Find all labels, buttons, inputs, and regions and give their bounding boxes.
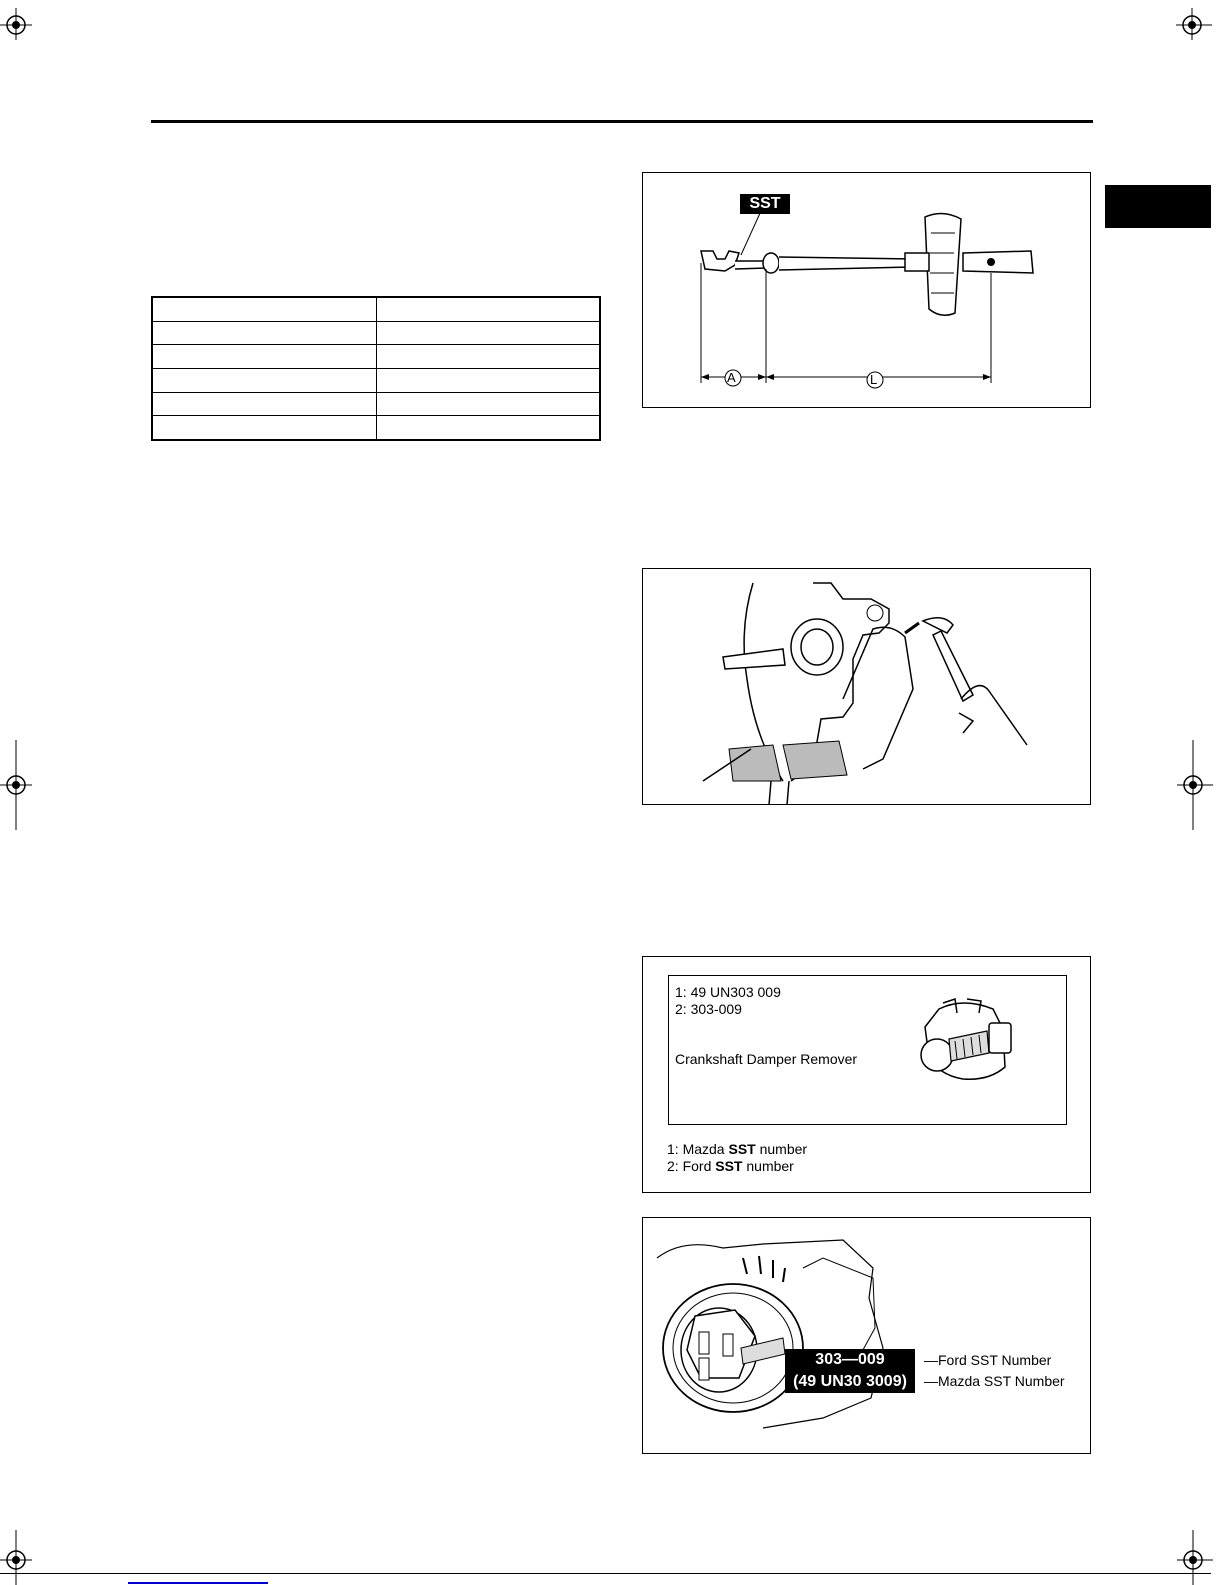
registration-mark-icon	[1175, 740, 1215, 830]
ford-sst-caption: —Ford SST Number	[924, 1352, 1052, 1368]
knuckle-hammer-drawing	[643, 569, 1090, 804]
legend-mazda-sst: SST	[728, 1141, 756, 1157]
torque-wrench-drawing	[643, 173, 1090, 407]
table-row	[152, 368, 600, 392]
mazda-sst-number-label: (49 UN30 3009)	[785, 1371, 915, 1393]
legend-mazda-suffix: number	[755, 1141, 808, 1157]
ford-sst-number: 2: 303-009	[675, 1001, 742, 1017]
table-row	[152, 297, 600, 321]
tool-name: Crankshaft Damper Remover	[675, 1051, 858, 1067]
registration-mark-icon	[0, 1530, 40, 1585]
table-row	[152, 392, 600, 416]
table-cell	[376, 321, 600, 345]
sst-label: SST	[740, 194, 790, 214]
damper-installed-drawing	[643, 1218, 1090, 1453]
table-cell	[152, 392, 376, 416]
ford-sst-number-label: 303—009	[785, 1349, 915, 1371]
table-cell	[152, 297, 376, 321]
legend-ford-sst: SST	[715, 1158, 743, 1174]
registration-mark-icon	[0, 0, 40, 40]
legend-ford	[667, 1158, 794, 1174]
table-cell	[376, 416, 600, 440]
dimension-a-label: A	[727, 370, 736, 385]
table-row	[152, 416, 600, 440]
legend-ford-prefix: 2: Ford	[667, 1158, 716, 1174]
figure-torque-wrench	[642, 172, 1091, 408]
registration-mark-icon	[0, 740, 40, 830]
table-cell	[376, 345, 600, 369]
figure-damper-installed	[642, 1217, 1091, 1454]
registration-mark-icon	[1175, 1530, 1215, 1585]
mazda-sst-number: 1: 49 UN303 009	[675, 984, 781, 1000]
header-rule	[151, 120, 1093, 123]
table-cell	[152, 345, 376, 369]
table-cell	[152, 368, 376, 392]
table-cell	[376, 297, 600, 321]
table-row	[152, 345, 600, 369]
table-row	[152, 321, 600, 345]
figure-knuckle-hammer	[642, 568, 1091, 805]
section-tab	[1105, 185, 1211, 228]
table-cell	[376, 392, 600, 416]
legend-mazda	[667, 1141, 807, 1157]
legend-mazda-prefix: 1: Mazda	[667, 1141, 729, 1157]
table-cell	[152, 321, 376, 345]
spec-table	[151, 296, 601, 441]
figure-sst-card	[642, 956, 1091, 1193]
footer-rule	[0, 1573, 1211, 1574]
dimension-l-label: L	[870, 372, 878, 387]
registration-mark-icon	[1172, 0, 1212, 40]
table-cell	[152, 416, 376, 440]
mazda-sst-caption: —Mazda SST Number	[924, 1373, 1065, 1389]
footer-link-underline[interactable]	[128, 1582, 268, 1584]
table-cell	[376, 368, 600, 392]
legend-ford-suffix: number	[742, 1158, 794, 1174]
